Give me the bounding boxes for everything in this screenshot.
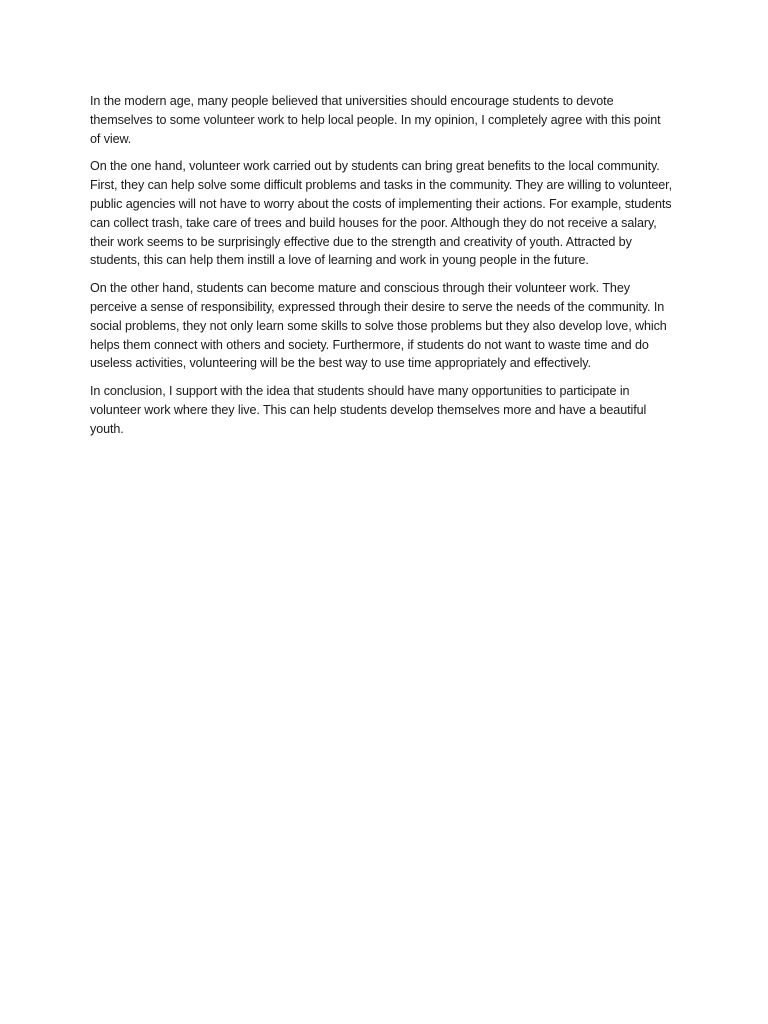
paragraph-body-two: On the other hand, students can become mature and conscious through their volunteer work. They perceive a sense of responsibility, expressed through their desire to serve the needs of the community. In social problems, they not only learn some skills to solve those problems but they also develop love, which helps them connect with others and society. Furthermore, if students do not want to waste time and do useless activities, volunteering will be the best way to use time appropriately and effectively. — [90, 281, 667, 371]
essay-body — [90, 92, 672, 439]
paragraph-body-one: On the one hand, volunteer work carried out by students can bring great benefits to the local community. First, they can help solve some difficult problems and tasks in the community. They are willing to volunteer, public agencies will not have to worry about the costs of implementing their actions. For example, students can collect trash, take care of trees and build houses for the poor. Although they do not receive a salary, their work seems to be surprisingly effective due to the strength and creativity of youth. Attracted by students, this can help them instill a love of learning and work in young people in the future. — [90, 159, 672, 268]
paragraph-conclusion: In conclusion, I support with the idea that students should have many opportunities to participate in volunteer work where they live. This can help students develop themselves more and have a beautiful youth. — [90, 384, 647, 436]
paragraph-introduction: In the modern age, many people believed that universities should encourage students to devote themselves to some volunteer work to help local people. In my opinion, I completely agree with this point of view. — [90, 94, 661, 146]
